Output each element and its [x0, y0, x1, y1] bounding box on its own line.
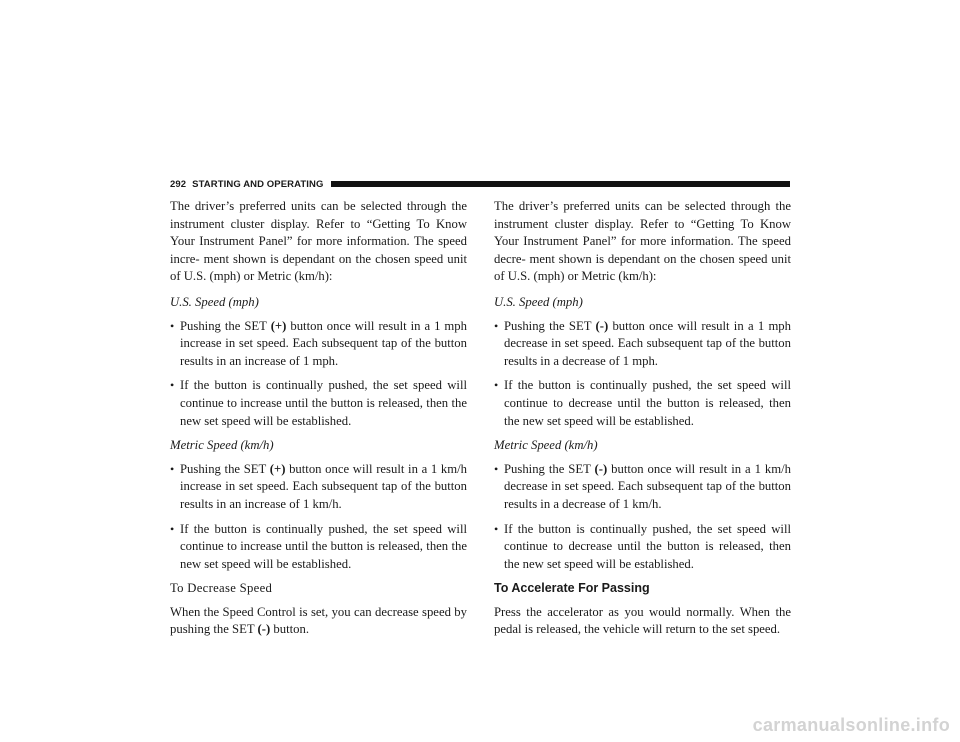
bullet-icon: • [494, 521, 499, 536]
bullet-text: If the button is continually pushed, the set speed will continue to decrease until the button is released, then the new set speed will be established. [504, 378, 791, 428]
section-title: STARTING AND OPERATING [192, 178, 324, 190]
page-number: 292 [170, 178, 187, 190]
list-item [494, 521, 791, 574]
decrease-speed-heading: To Decrease Speed [170, 581, 273, 596]
metric-speed-heading: Metric Speed (km/h) [494, 438, 598, 453]
bullet-text: Pushing the SET [180, 461, 270, 476]
bullet-icon: • [494, 378, 499, 393]
minus-symbol: (-) [594, 461, 608, 476]
bullet-text: button once will result in a 1 km/h decrease in set speed. Each subsequent tap of the button results in a decrease of 1 km/h. [504, 461, 791, 511]
watermark: carmanualsonline.info [752, 715, 950, 735]
accelerate-paragraph: Press the accelerator as you would normally. When the pedal is released, the vehicle will return to the set speed. [494, 604, 791, 637]
bullet-icon: • [494, 318, 499, 333]
header-rule [331, 181, 790, 187]
list-item [170, 377, 467, 430]
decrease-paragraph [170, 604, 467, 639]
bullet-text: Pushing the SET [504, 318, 596, 333]
bullet-icon: • [170, 461, 175, 476]
page-header [170, 177, 790, 191]
bullet-text: Pushing the SET [180, 318, 271, 333]
us-speed-heading: U.S. Speed (mph) [494, 294, 583, 309]
right-column [494, 198, 791, 647]
bullet-icon: • [170, 521, 175, 536]
accelerate-heading: To Accelerate For Passing [494, 581, 650, 596]
bullet-icon: • [170, 318, 175, 333]
minus-symbol: (-) [257, 622, 271, 637]
intro-paragraph: The driver’s preferred units can be selected through the instrument cluster display. Refer to “Getting To Know Your Instrument Panel” for more information. The speed decre- ment shown is dependant on the chosen speed unit of U.S. (mph) or Metric (km/h): [494, 199, 791, 284]
list-item [494, 377, 791, 430]
bullet-icon: • [494, 461, 499, 476]
us-speed-heading: U.S. Speed (mph) [170, 294, 259, 309]
bullet-text: button once will result in a 1 km/h increase in set speed. Each subsequent tap of the button results in an increase of 1 km/h. [180, 461, 467, 511]
list-item [170, 461, 467, 514]
bullet-icon: • [170, 378, 175, 393]
list-item [170, 318, 467, 371]
list-item [170, 521, 467, 574]
metric-speed-heading: Metric Speed (km/h) [170, 438, 274, 453]
plus-symbol: (+) [269, 461, 286, 476]
plus-symbol: (+) [270, 318, 287, 333]
list-item [494, 318, 791, 371]
list-item [494, 461, 791, 514]
bullet-text: If the button is continually pushed, the set speed will continue to increase until the button is released, then the new set speed will be established. [180, 521, 467, 571]
bullet-text: button once will result in a 1 mph decrease in set speed. Each subsequent tap of the button results in a decrease of 1 mph. [504, 318, 791, 368]
paragraph-text: button. [270, 622, 309, 637]
paragraph-text: When the Speed Control is set, you can decrease speed by pushing the SET [170, 604, 467, 637]
intro-paragraph: The driver’s preferred units can be selected through the instrument cluster display. Refer to “Getting To Know Your Instrument Panel” for more information. The speed incre- ment shown is dependant on the chosen speed unit of U.S. (mph) or Metric (km/h): [170, 199, 467, 284]
minus-symbol: (-) [595, 318, 609, 333]
bullet-text: button once will result in a 1 mph increase in set speed. Each subsequent tap of the button results in an increase of 1 mph. [180, 318, 467, 368]
bullet-text: If the button is continually pushed, the set speed will continue to decrease until the button is released, then the new set speed will be established. [504, 521, 791, 571]
left-column [170, 198, 467, 647]
bullet-text: If the button is continually pushed, the set speed will continue to increase until the button is released, then the new set speed will be established. [180, 378, 467, 428]
bullet-text: Pushing the SET [504, 461, 595, 476]
